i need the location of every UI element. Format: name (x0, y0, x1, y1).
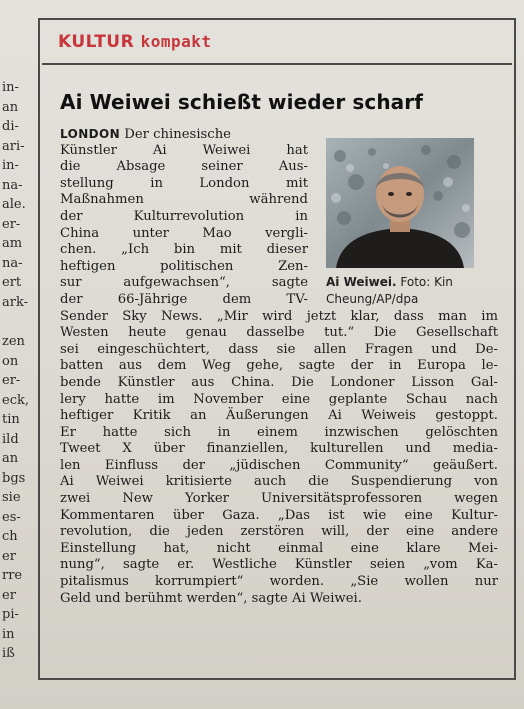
article-title: Ai Weiwei schießt wieder scharf (60, 90, 424, 114)
body-line: Sender Sky News. „Mir wird jetzt klar, dass man im (60, 308, 498, 324)
fragment-line: na- (2, 177, 23, 193)
body-line: chen. „Ich bin mit dieser (60, 242, 308, 258)
body-line: stellung in London mit (60, 175, 308, 191)
body-line: Maßnahmen während (60, 192, 308, 208)
body-line: nung“, sagte er. Westliche Künstler seien „vom Ka- (60, 557, 498, 573)
fragment-line: on (2, 353, 19, 369)
fragment-line: pi- (2, 607, 19, 622)
body-line: heftigen politischen Zen- (60, 258, 308, 274)
body-line: Westen heute genau dasselbe tut.“ Die Gesellschaft (60, 325, 498, 341)
section-subname: kompakt (140, 32, 212, 51)
body-line: Der chinesische (124, 127, 231, 142)
body-line: Kommentaren über Gaza. „Das ist wie eine Kultur- (60, 507, 498, 523)
fragment-line: es- (2, 509, 21, 525)
article-body (60, 126, 498, 607)
section-name: KULTUR (58, 32, 135, 52)
fragment-line: an (2, 99, 19, 115)
fragment-line: ert (2, 275, 22, 290)
fragment-line: in- (2, 158, 19, 173)
dateline: LONDON (60, 127, 121, 141)
caption-name: Ai Weiwei. (326, 275, 397, 289)
body-line: Tweet X über finanziellen, kulturellen und media- (60, 441, 498, 457)
fragment-line: eck, (2, 392, 29, 408)
fragment-line: sie (2, 490, 21, 505)
article-box (38, 18, 516, 680)
body-line: lery hatte im November eine geplante Schau nach (60, 391, 498, 407)
fragment-line: zen (2, 334, 25, 349)
body-line-last: Geld und berühmt werden“, sagte Ai Weiwei. (60, 590, 362, 606)
body-line: Er hatte sich in einem inzwischen gelöschten (60, 424, 498, 440)
body-line: bende Künstler aus China. Die Londoner Lisson Gal- (60, 374, 498, 390)
fragment-line: di- (2, 119, 19, 134)
body-line: Ai Weiwei kritisierte auch die Suspendierung von (60, 474, 498, 490)
body-line: zwei New Yorker Universitätsprofessoren wegen (60, 491, 498, 507)
body-line: der Kulturrevolution in (60, 208, 308, 224)
body-line: revolution, die jeden zerstören will, der eine andere (60, 524, 498, 540)
body-line: China unter Mao vergli- (60, 225, 308, 241)
fragment-line: er (2, 548, 16, 564)
fragment-line: am (2, 236, 23, 251)
fragment-line: ch (2, 529, 18, 544)
body-line: sei eingeschüchtert, dass sie allen Fragen und De- (60, 341, 498, 357)
fragment-line: ark- (2, 294, 29, 310)
fragment-line: in- (2, 80, 19, 95)
adjacent-column-fragment (0, 78, 36, 678)
caption-credit-continued: Cheung/AP/dpa (326, 292, 419, 306)
fragment-line: iß (2, 646, 15, 661)
caption-credit: Foto: Kin (400, 275, 453, 289)
fragment-line: ild (2, 431, 19, 447)
header-divider (42, 63, 512, 65)
fragment-line: na- (2, 255, 23, 271)
body-line: der 66-Jährige dem TV- (60, 291, 308, 307)
body-line: batten aus dem Weg gehe, sagte der in Europa le- (60, 358, 498, 374)
body-line: pitalismus korrumpiert“ worden. „Sie wollen nur (60, 574, 498, 590)
fragment-line: er (2, 587, 16, 603)
body-line: Einstellung hat, nicht einmal eine klare Mei- (60, 540, 498, 556)
body-line: Künstler Ai Weiwei hat (60, 142, 308, 158)
fragment-line: bgs (2, 470, 26, 486)
fragment-line: ari- (2, 138, 25, 154)
fragment-line: ale. (2, 197, 26, 212)
body-line: die Absage seiner Aus- (60, 159, 308, 175)
fragment-line: rre (2, 568, 23, 583)
body-line: len Einfluss der „jüdischen Community“ geäußert. (60, 457, 498, 473)
fragment-line: tin (2, 412, 20, 427)
fragment-line: er- (2, 216, 21, 232)
body-line: sur aufgewachsen“, sagte (60, 275, 308, 291)
section-header (58, 32, 212, 52)
fragment-line: in (2, 626, 15, 642)
fragment-line: er- (2, 373, 21, 388)
body-line: heftiger Kritik an Äußerungen Ai Weiweis gestoppt. (60, 408, 498, 424)
fragment-line: an (2, 451, 19, 466)
